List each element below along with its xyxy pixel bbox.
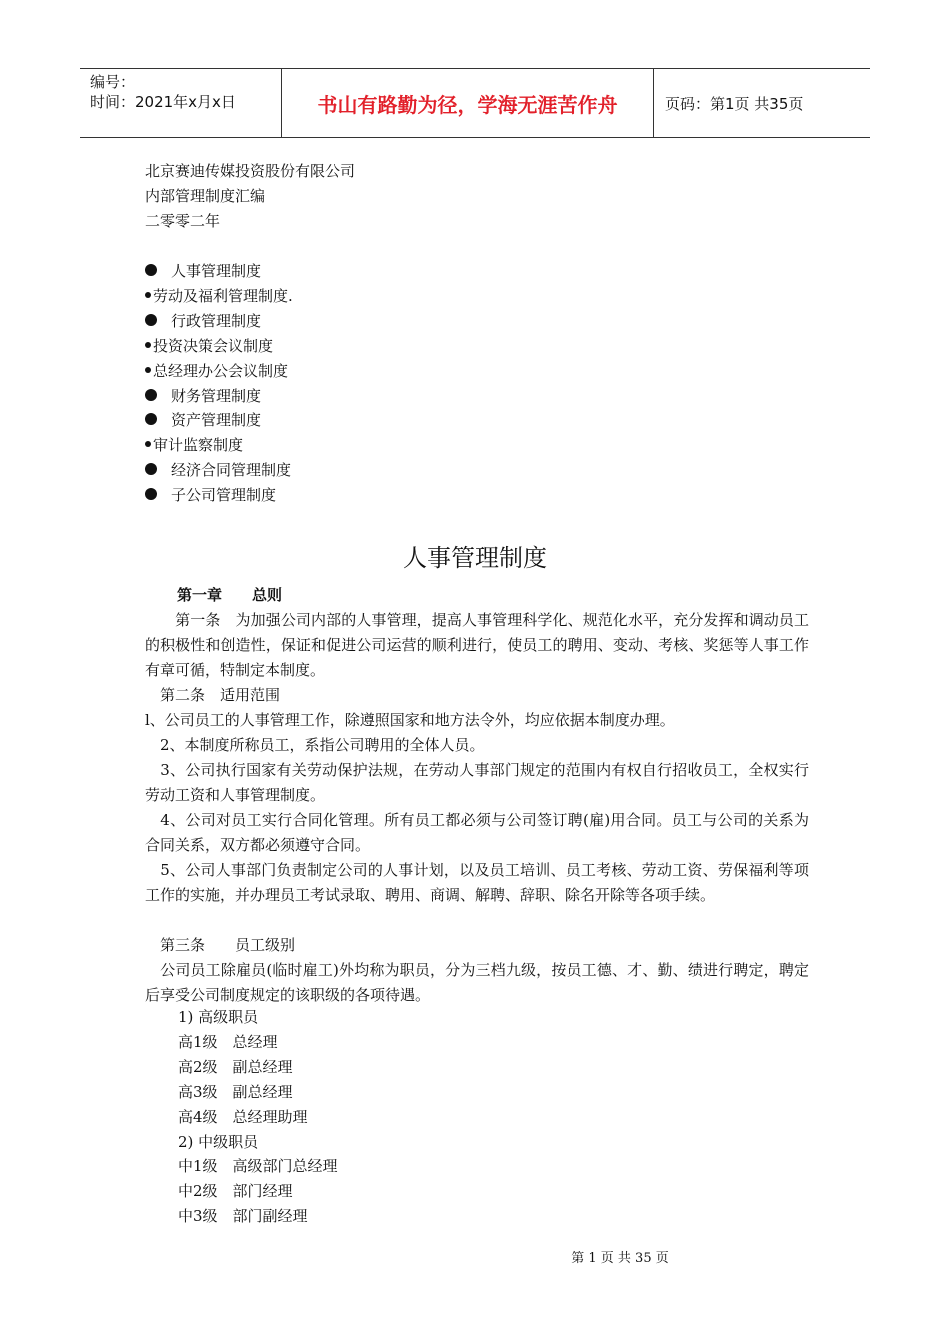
bullet-icon	[145, 413, 157, 425]
header-page-label: 页码：第1页 共35页	[665, 94, 804, 113]
toc-item-label: 经济合同管理制度	[171, 461, 292, 480]
level-item: 1) 高级职员	[178, 1008, 259, 1026]
toc-item-label: 子公司管理制度	[171, 486, 277, 505]
article-1: 第一条 为加强公司内部的人事管理，提高人事管理科学化、规范化水平，充分发挥和调动员工的积极性和创造性，保证和促进公司运营的顺利进行，使员工的聘用、变动、考核、奖惩等人事工作有章可循，特制定本制度。	[145, 611, 809, 679]
header-meta	[80, 69, 281, 137]
toc-item-label: 财务管理制度	[171, 386, 262, 405]
level-item: 2) 中级职员	[178, 1132, 259, 1151]
toc-item-label: 行政管理制度	[171, 311, 262, 330]
toc-item-label: 劳动及福利管理制度.	[153, 286, 293, 305]
article-2-item: 4、公司对员工实行合同化管理。所有员工都必须与公司签订聘(雇)用合同。员工与公司的关系为合同关系，双方都必须遵守合同。	[145, 811, 809, 854]
toc-item-label: 投资决策会议制度	[153, 336, 274, 355]
toc-item-label: 人事管理制度	[171, 262, 262, 280]
toc-item	[145, 435, 243, 455]
bullet-icon	[145, 463, 157, 475]
bullet-icon	[145, 314, 157, 326]
toc-item-label: 总经理办公会议制度	[153, 361, 289, 380]
article-2-item: l、公司员工的人事管理工作，除遵照国家和地方法令外，均应依据本制度办理。	[145, 711, 675, 729]
bullet-icon	[145, 367, 151, 373]
bullet-icon	[145, 488, 157, 500]
toc-item	[145, 361, 288, 381]
company-name: 北京赛迪传媒投资股份有限公司	[145, 162, 356, 180]
level-item: 高1级 总经理	[178, 1032, 278, 1051]
toc-item	[145, 485, 276, 505]
collection-title: 内部管理制度汇编	[145, 187, 266, 205]
article-2-heading: 第二条 适用范围	[145, 686, 281, 704]
level-item: 中2级 部门经理	[178, 1182, 293, 1201]
toc-item	[145, 336, 273, 356]
number-label: 编号：	[90, 73, 136, 91]
toc-item	[145, 410, 261, 430]
toc-item	[145, 460, 291, 480]
article-2-item: 2、本制度所称员工，系指公司聘用的全体人员。	[145, 736, 485, 754]
bullet-icon	[145, 389, 157, 401]
toc-item	[145, 311, 261, 331]
level-item: 中3级 部门副经理	[178, 1207, 308, 1226]
toc-item	[145, 286, 293, 306]
header-motto: 书山有路勤为径，学海无涯苦作舟	[281, 69, 654, 137]
page-footer: 第 1 页 共 35 页	[571, 1251, 669, 1266]
bullet-icon	[145, 441, 151, 447]
bullet-icon	[145, 342, 151, 348]
toc-item-label: 资产管理制度	[171, 411, 262, 430]
article-3-heading: 第三条 员工级别	[145, 936, 296, 954]
time-label: 时间：2021年x月x日	[90, 93, 236, 111]
page-header	[80, 68, 870, 138]
level-item: 中1级 高级部门总经理	[178, 1157, 338, 1176]
publish-year: 二零零二年	[145, 212, 221, 230]
document-title: 人事管理制度	[403, 544, 547, 572]
bullet-icon	[145, 264, 157, 276]
article-3-text: 公司员工除雇员(临时雇工)外均称为职员，分为三档九级，按员工德、才、勤、绩进行聘定，聘定后享受公司制度规定的该职级的各项待遇。	[145, 961, 809, 1004]
bullet-icon	[145, 292, 151, 298]
toc-item-label: 审计监察制度	[153, 436, 244, 455]
toc-item	[145, 261, 261, 281]
chapter-heading: 第一章 总则	[177, 586, 283, 604]
article-2-item: 3、公司执行国家有关劳动保护法规，在劳动人事部门规定的范围内有权自行招收员工，全权实行劳动工资和人事管理制度。	[145, 761, 809, 804]
level-item: 高4级 总经理助理	[178, 1107, 308, 1126]
toc-item	[145, 386, 261, 406]
level-item: 高3级 副总经理	[178, 1082, 293, 1101]
level-item: 高2级 副总经理	[178, 1057, 293, 1076]
article-2-item: 5、公司人事部门负责制定公司的人事计划，以及员工培训、员工考核、劳动工资、劳保福利等项工作的实施，并办理员工考试录取、聘用、商调、解聘、辞职、除名开除等各项手续。	[145, 861, 809, 904]
